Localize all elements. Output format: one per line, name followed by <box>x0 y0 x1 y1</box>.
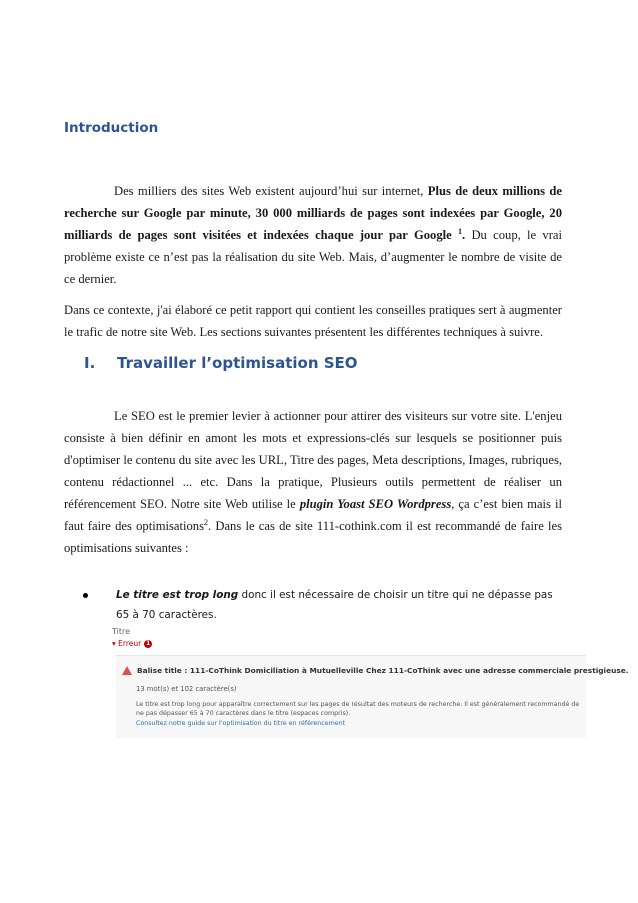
intro-paragraph <box>64 180 562 290</box>
bullet-item-title-too-long <box>96 585 566 625</box>
yoast-screenshot <box>112 627 629 739</box>
warning-description: Le titre est trop long pour apparaître correctement sur les pages de résultat des moteurs de recherche. Il est généralement recommandé de ne pas dépasser 65 à 70 caractères dans le titre (espaces compris). <box>136 701 580 717</box>
bullet-bold-italic: Le titre est trop long <box>116 589 239 601</box>
intro-bold-period: . <box>462 228 466 242</box>
section-1-number: I. <box>84 354 96 372</box>
screenshot-error-label: ▾ Erreur <box>112 639 142 648</box>
screenshot-title: Titre <box>112 627 131 636</box>
intro-text-1: Des milliers des sites Web existent aujourd’hui sur internet, <box>114 184 428 198</box>
bullet-plain: donc il est nécessaire de choisir un titre qui ne dépasse pas 65 à 70 caractères. <box>116 589 553 621</box>
warning-title-text: Balise title : 111-CoThink Domiciliation à Mutuelleville Chez 111-CoThink avec une adresse commerciale prestigieuse. <box>137 666 629 675</box>
screenshot-warning-box <box>116 655 629 738</box>
section-1-text-2: , ça c’est bien mais il faut faire des optimisations <box>64 497 562 533</box>
plugin-name: plugin Yoast SEO Wordpress <box>299 497 452 511</box>
screenshot-error-row <box>112 639 152 648</box>
bullet-icon <box>83 593 88 598</box>
bullet-text <box>96 585 566 625</box>
intro-heading: Introduction <box>64 120 159 136</box>
warning-row <box>122 666 629 675</box>
section-1-paragraph <box>64 405 562 559</box>
section-1-heading <box>84 354 358 372</box>
footnote-ref-2[interactable]: 2 <box>203 517 208 527</box>
footnote-ref-1[interactable]: 1 <box>458 226 463 236</box>
intro-bold-stats: Plus de deux millions de recherche sur Google par minute, 30 000 milliards de pages sont indexées par Google, 20 milliards de pages sont visitées et indexées chaque jour par Google <box>64 184 562 242</box>
error-count-icon: 1 <box>146 639 151 647</box>
section-1-text-1: Le SEO est le premier levier à actionner pour attirer des visiteurs sur votre site. L'enjeu consiste à bien définir en amont les mots et expressions-clés sur lesquels se positionner puis d'optimiser le contenu du site avec les URL, Titre des pages, Meta descriptions, Images, rubriques, contenu rédactionnel ... etc. Dans la pratique, Plusieurs outils permettent de réaliser un référencement SEO. Notre site Web utilise le <box>64 409 562 511</box>
word-char-count: 13 mot(s) et 102 caractère(s) <box>136 685 237 693</box>
section-1-title: Travailler l’optimisation SEO <box>117 354 358 372</box>
warning-triangle-icon <box>122 666 132 675</box>
intro-text-2: Du coup, le vrai problème existe ce n’est pas la réalisation du site Web. Mais, d’augmenter le nombre de visite de ce dernier. <box>64 228 563 286</box>
section-1-text-3: . Dans le cas de site 111-cothink.com il est recommandé de faire les optimisations suivantes : <box>64 519 562 555</box>
intro-paragraph-2: Dans ce contexte, j'ai élaboré ce petit rapport qui contient les conseilles pratiques sert à augmenter le trafic de notre site Web. Les sections suivantes présentent les différentes techniques à suivre. <box>64 303 562 339</box>
guide-link[interactable]: Consultez notre guide sur l'optimisation du titre en référencement <box>136 720 346 727</box>
